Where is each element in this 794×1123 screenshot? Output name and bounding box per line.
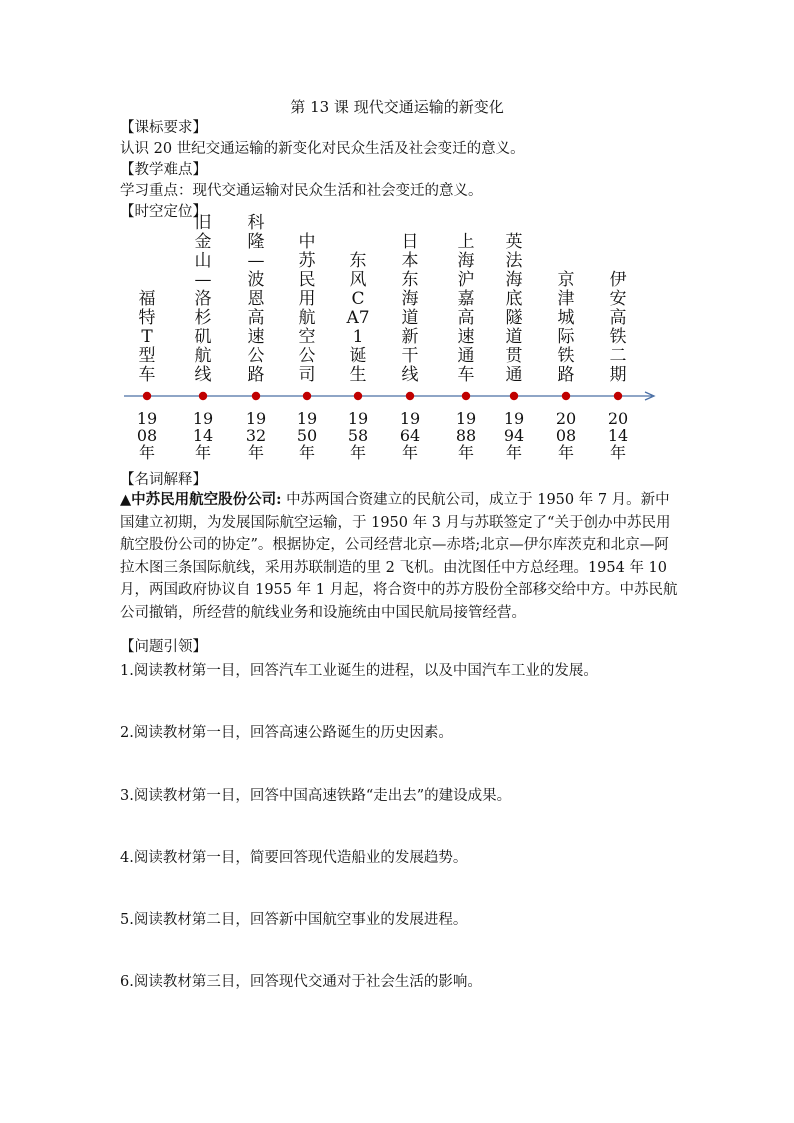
timeline-event-label: 旧金山—洛杉矶航线 — [194, 213, 212, 385]
question-item: 1.阅读教材第一目，回答汽车工业诞生的进程，以及中国汽车工业的发展。 — [120, 663, 598, 679]
term-body: 中苏两国合资建立的民航公司，成立于 1950 年 7 月。新中国建立初期，为发展国际航空运输，于 1950 年 3 月与苏联签定了“关于创办中苏民用航空股份公司的协定”。根据协定，公司经营北京—赤塔;北京—伊尔库茨克和北京—阿拉木图三条国际航线，采用苏联制造的里 2 飞机。由沈图任中方总经理。1954 年 10 月，两国政府协议自 1955 年 1 月起，将合资中的苏方股份全部移交给中方。中苏民航公司撤销，所经营的航线业务和设施统由中国民航局接管经营。 — [120, 492, 678, 621]
timeline-dot — [143, 392, 151, 400]
section-heading-jiaoxue: 【教学难点】 — [120, 162, 207, 178]
term-label: ▲中苏民用航空股份公司: — [120, 491, 282, 508]
timeline-arrow-icon — [645, 392, 654, 400]
section-text-jiaoxue: 学习重点：现代交通运输对民众生活和社会变迁的意义。 — [120, 183, 483, 199]
timeline-event-label: 中苏民用航空公司 — [298, 232, 316, 385]
timeline-year-label: 1994年 — [503, 409, 525, 462]
timeline-event-label: 福特T型车 — [138, 289, 156, 385]
timeline-year-label: 2014年 — [607, 409, 629, 462]
timeline-dot — [354, 392, 362, 400]
timeline-dot — [252, 392, 260, 400]
timeline-year-label: 1932年 — [245, 409, 267, 462]
timeline-dot — [614, 392, 622, 400]
section-text-kebiao: 认识 20 世纪交通运输的新变化对民众生活及社会变迁的意义。 — [120, 141, 525, 157]
section-heading-mingci: 【名词解释】 — [120, 472, 207, 488]
timeline-year-label: 1988年 — [455, 409, 477, 462]
timeline-dot — [510, 392, 518, 400]
timeline-event-label: 伊安高铁二期 — [609, 270, 627, 385]
timeline-year-label: 1908年 — [136, 409, 158, 462]
timeline-year-label: 1964年 — [399, 409, 421, 462]
section-heading-wenti: 【问题引领】 — [120, 639, 207, 655]
question-item: 5.阅读教材第二目，回答新中国航空事业的发展进程。 — [120, 912, 468, 928]
timeline-event-label: 科隆—波恩高速公路 — [247, 213, 265, 385]
question-item: 3.阅读教材第一目，回答中国高速铁路“走出去”的建设成果。 — [120, 788, 512, 804]
question-item: 2.阅读教材第一目，回答高速公路诞生的历史因素。 — [120, 725, 453, 741]
timeline-year-label: 2008年 — [555, 409, 577, 462]
timeline-dot — [562, 392, 570, 400]
section-heading-kebiao: 【课标要求】 — [120, 120, 207, 136]
question-item: 6.阅读教材第三目，回答现代交通对于社会生活的影响。 — [120, 974, 482, 990]
question-item: 4.阅读教材第一目，简要回答现代造船业的发展趋势。 — [120, 850, 468, 866]
term-paragraph — [120, 489, 682, 624]
timeline-event-label: 东风CA71诞生 — [346, 251, 370, 385]
timeline-dot — [462, 392, 470, 400]
page-title: 第 13 课 现代交通运输的新变化 — [290, 98, 504, 116]
timeline-year-label: 1914年 — [192, 409, 214, 462]
timeline-dot — [199, 392, 207, 400]
timeline-year-label: 1958年 — [347, 409, 369, 462]
timeline-event-label: 上海沪嘉高速通车 — [457, 232, 475, 385]
section-heading-shikong: 【时空定位】 — [120, 204, 207, 220]
timeline-year-label: 1950年 — [296, 409, 318, 462]
timeline-event-label: 英法海底隧道贯通 — [505, 232, 523, 385]
timeline-dot — [303, 392, 311, 400]
timeline-dot — [406, 392, 414, 400]
timeline-event-label: 京津城际铁路 — [557, 270, 575, 385]
timeline-event-label: 日本东海道新干线 — [401, 232, 419, 385]
